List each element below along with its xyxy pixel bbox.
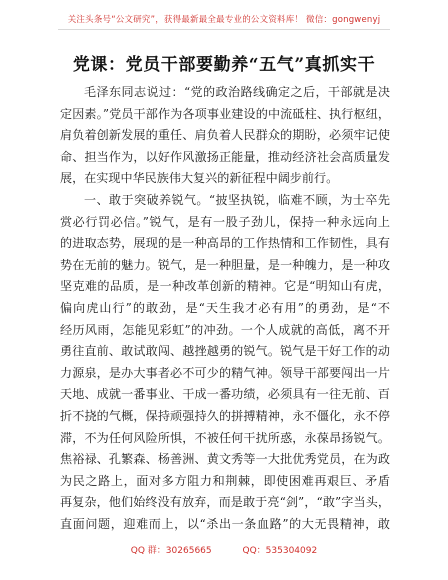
document-body bbox=[60, 82, 390, 535]
text-line: 为民之路上，面对多方阻力和荆棘，即使困难再艰巨、矛盾 bbox=[60, 473, 390, 488]
text-line: 坚克难的品质，是一种改革创新的精神。它是“明知山有虎， bbox=[60, 279, 390, 294]
text-line: 焦裕禄、孔繁森、杨善洲、黄文秀等一大批优秀党员，在为政 bbox=[60, 452, 390, 467]
promo-header: 关注头条号“公文研究”，获得最新最全最专业的公文资料库！ 微信：gongwenyj bbox=[67, 15, 381, 25]
text-line: 偏向虎山行”的敢劲，是“天生我才必有用”的勇劲，是“不 bbox=[60, 300, 390, 315]
text-line: 肩负着创新发展的重任、肩负着人民群众的期盼，必须牢记使 bbox=[60, 128, 390, 143]
text-line: 一、敢于突破养锐气。“披坚执锐，临难不顾，为士卒先 bbox=[84, 192, 390, 207]
text-line: 滞，不为任何风险所惧，不被任何干扰所惑，永葆昂扬锐气。 bbox=[60, 430, 390, 445]
text-line: 毛泽东同志说过：“党的政治路线确定之后，干部就是决 bbox=[84, 85, 390, 99]
text-line: 定因素。”党员干部作为各项事业建设的中流砥柱、执行枢纽， bbox=[60, 106, 390, 121]
text-line: 赏必行罚必信。”锐气，是有一股子劲儿，保持一种永远向上 bbox=[60, 214, 390, 229]
text-line: 力源泉，是办大事者必不可少的精气神。领导干部要闯出一片 bbox=[60, 365, 390, 380]
text-line: 势在无前的魅力。锐气，是一种胆量，是一种魄力，是一种攻 bbox=[60, 257, 390, 272]
document-title: 党课：党员干部要勤养“五气”真抓实干 bbox=[72, 55, 376, 75]
text-line: 天地、成就一番事业、干成一番功绩，必须具有一往无前、百 bbox=[60, 387, 390, 402]
header-divider bbox=[58, 29, 390, 30]
qq-contact: QQ：535304092 bbox=[242, 546, 318, 556]
text-line: 经历风雨，怎能见彩虹”的冲劲。一个人成就的高低，离不开 bbox=[60, 322, 390, 337]
text-line: 勇往直前、敢试敢闯、越挫越勇的锐气。锐气是干好工作的动 bbox=[60, 344, 390, 359]
qq-group: QQ 群：30265665 bbox=[130, 546, 212, 556]
text-line: 展，在实现中华民族伟大复兴的新征程中阔步前行。 bbox=[60, 171, 339, 186]
promo-footer bbox=[0, 543, 448, 556]
text-line: 的进取态势，展现的是一种高昂的工作热情和工作韧性，具有 bbox=[60, 236, 390, 251]
text-line: 直面问题，迎难而上，以“杀出一条血路”的大无畏精神，敢 bbox=[60, 516, 390, 531]
text-line: 命、担当作为，以好作风激扬正能量，推动经济社会高质量发 bbox=[60, 149, 390, 164]
text-line: 再复杂，他们始终没有放弃，而是敢于亮“剑”，“敢”字当头， bbox=[60, 495, 390, 510]
text-line: 折不挠的气概，保持顽强持久的拼搏精神，永不僵化，永不停 bbox=[60, 408, 390, 423]
